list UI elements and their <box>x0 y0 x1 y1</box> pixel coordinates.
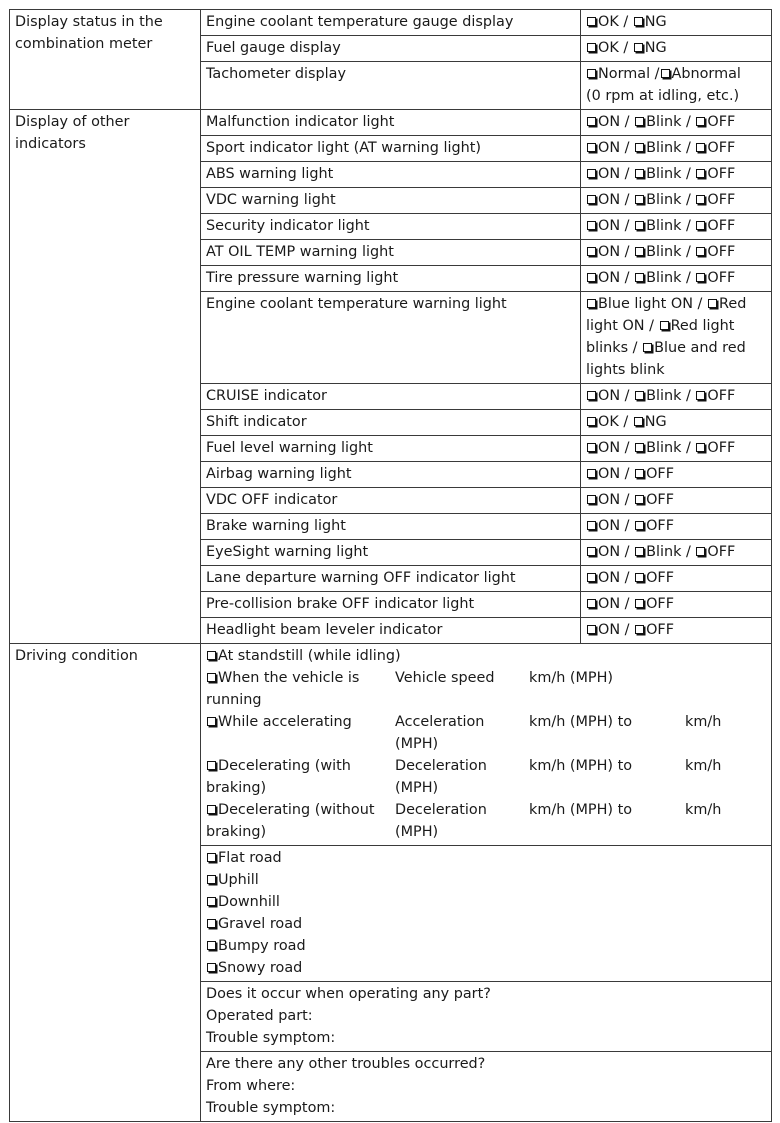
item-label-text: Tire pressure warning light <box>206 270 399 286</box>
meter-row <box>10 10 772 36</box>
option-cell: OK / NG <box>581 36 772 62</box>
checkbox-icon[interactable] <box>587 469 596 478</box>
option-cell: Normal / Abnormal (0 rpm at idling, etc.) <box>581 62 772 110</box>
option-cell: ON / Blink / OFF <box>581 110 772 136</box>
option-label: ON <box>598 166 621 182</box>
checkbox-icon[interactable] <box>635 391 644 400</box>
checkbox-icon[interactable] <box>207 673 216 682</box>
standstill-option <box>206 645 766 667</box>
option-cell: ON / Blink / OFF <box>581 162 772 188</box>
checkbox-icon[interactable] <box>587 391 596 400</box>
checkbox-icon[interactable] <box>696 195 705 204</box>
item-label <box>201 240 581 266</box>
checkbox-icon[interactable] <box>643 343 652 352</box>
option-label: Red light blinks <box>586 318 735 356</box>
item-label-text: EyeSight warning light <box>206 544 369 560</box>
option-label: Red light ON <box>586 296 747 334</box>
indicator-row <box>10 110 772 136</box>
item-label <box>201 10 581 36</box>
item-label <box>201 436 581 462</box>
road-label: Gravel road <box>218 916 303 932</box>
checkbox-icon[interactable] <box>587 169 596 178</box>
option-label: ON <box>598 596 621 612</box>
item-label <box>201 188 581 214</box>
item-label-text: Shift indicator <box>206 414 307 430</box>
option-label: Blink <box>646 114 682 130</box>
checkbox-icon[interactable] <box>587 221 596 230</box>
option-label: OK <box>598 414 619 430</box>
checkbox-icon[interactable] <box>207 853 216 862</box>
checkbox-icon[interactable] <box>207 761 216 770</box>
option-label: Blink <box>646 544 682 560</box>
item-label-text: Sport indicator light (AT warning light) <box>206 140 482 156</box>
condition-label: While accelerating <box>218 714 352 730</box>
option-cell: ON / OFF <box>581 488 772 514</box>
option-label: OFF <box>646 622 674 638</box>
option-label: Blink <box>646 440 682 456</box>
checkbox-icon[interactable] <box>696 391 705 400</box>
item-label <box>201 136 581 162</box>
checkbox-icon[interactable] <box>587 417 596 426</box>
checkbox-icon[interactable] <box>635 443 644 452</box>
checkbox-icon[interactable] <box>635 273 644 282</box>
condition-from: km/h (MPH) to <box>529 758 633 774</box>
option-cell: ON / Blink / OFF <box>581 214 772 240</box>
section-other-indicators <box>10 110 201 644</box>
checkbox-icon[interactable] <box>696 169 705 178</box>
checkbox-icon[interactable] <box>207 897 216 906</box>
item-label-text: Engine coolant temperature gauge display <box>206 14 514 30</box>
checkbox-icon[interactable] <box>635 143 644 152</box>
checkbox-icon[interactable] <box>207 651 216 660</box>
checkbox-icon[interactable] <box>207 805 216 814</box>
checkbox-icon[interactable] <box>587 495 596 504</box>
option-label: OFF <box>707 114 736 130</box>
checkbox-icon[interactable] <box>587 573 596 582</box>
option-label: Blue light ON <box>598 296 693 312</box>
operating-part-question: Does it occur when operating any part? <box>206 986 491 1002</box>
item-label <box>201 266 581 292</box>
checkbox-icon[interactable] <box>207 941 216 950</box>
checkbox-icon[interactable] <box>587 117 596 126</box>
checkbox-icon[interactable] <box>660 321 669 330</box>
decel-braking-option <box>206 755 766 799</box>
option-label: ON <box>598 270 621 286</box>
section-label: Display status in the combination meter <box>15 14 163 52</box>
option-cell: ON / Blink / OFF <box>581 540 772 566</box>
option-cell: ON / Blink / OFF <box>581 266 772 292</box>
option-cell: ON / OFF <box>581 566 772 592</box>
checkbox-icon[interactable] <box>696 547 705 556</box>
item-label <box>201 566 581 592</box>
item-label <box>201 488 581 514</box>
option-cell: ON / Blink / OFF <box>581 136 772 162</box>
item-label-text: Lane departure warning OFF indicator light <box>206 570 516 586</box>
checkbox-icon[interactable] <box>587 599 596 608</box>
section-combination-meter <box>10 10 201 110</box>
item-label-text: Fuel gauge display <box>206 40 341 56</box>
condition-measure: Acceleration (MPH) <box>395 714 485 752</box>
option-label: OFF <box>707 166 736 182</box>
checkbox-icon[interactable] <box>207 875 216 884</box>
checkbox-icon[interactable] <box>635 117 644 126</box>
road-label: Flat road <box>218 850 282 866</box>
checkbox-icon[interactable] <box>635 195 644 204</box>
item-label <box>201 618 581 644</box>
road-label: Snowy road <box>218 960 303 976</box>
item-label-text: Tachometer display <box>206 66 347 82</box>
checkbox-icon[interactable] <box>661 69 670 78</box>
checkbox-icon[interactable] <box>708 299 717 308</box>
checkbox-icon[interactable] <box>635 247 644 256</box>
item-label-text: CRUISE indicator <box>206 388 327 404</box>
running-unit: km/h (MPH) <box>529 670 614 686</box>
option-label: OFF <box>646 518 674 534</box>
checkbox-icon[interactable] <box>696 143 705 152</box>
item-label-text: Engine coolant temperature warning light <box>206 296 507 312</box>
checkbox-icon[interactable] <box>696 221 705 230</box>
checkbox-icon[interactable] <box>696 443 705 452</box>
checkbox-icon[interactable] <box>587 443 596 452</box>
other-troubles-symptom: Trouble symptom: <box>206 1100 336 1116</box>
driving-state-cell <box>201 644 772 846</box>
road-option <box>206 869 766 891</box>
checkbox-icon[interactable] <box>587 521 596 530</box>
checkbox-icon[interactable] <box>635 573 644 582</box>
road-option <box>206 913 766 935</box>
standstill-label: At standstill (while idling) <box>218 648 401 664</box>
condition-label: Decelerating (with braking) <box>206 758 351 796</box>
option-label: OFF <box>646 466 674 482</box>
checkbox-icon[interactable] <box>696 247 705 256</box>
item-label-text: Malfunction indicator light <box>206 114 395 130</box>
checkbox-icon[interactable] <box>634 17 643 26</box>
item-label-text: VDC warning light <box>206 192 336 208</box>
decel-no-braking-option <box>206 799 766 843</box>
option-label: Blink <box>646 388 682 404</box>
item-label <box>201 540 581 566</box>
option-label: ON <box>598 244 621 260</box>
option-label: OK <box>598 14 619 30</box>
checkbox-icon[interactable] <box>635 547 644 556</box>
option-label: ON <box>598 140 621 156</box>
road-label: Uphill <box>218 872 259 888</box>
item-label <box>201 384 581 410</box>
running-measure: Vehicle speed <box>395 670 495 686</box>
option-cell: ON / Blink / OFF <box>581 240 772 266</box>
option-label: OFF <box>707 192 736 208</box>
item-label <box>201 410 581 436</box>
road-option <box>206 935 766 957</box>
condition-to: km/h <box>685 758 722 774</box>
inspection-form-table <box>9 9 772 1122</box>
option-label: OFF <box>646 570 674 586</box>
option-label: ON <box>598 192 621 208</box>
operating-part-symptom: Trouble symptom: <box>206 1030 336 1046</box>
checkbox-icon[interactable] <box>696 273 705 282</box>
road-option <box>206 847 766 869</box>
checkbox-icon[interactable] <box>634 43 643 52</box>
road-type-cell <box>201 846 772 982</box>
operating-part-part: Operated part: <box>206 1008 313 1024</box>
checkbox-icon[interactable] <box>635 495 644 504</box>
option-label: Blink <box>646 218 682 234</box>
item-label <box>201 462 581 488</box>
option-label: ON <box>598 466 621 482</box>
option-label: ON <box>598 544 621 560</box>
option-label: OFF <box>646 492 674 508</box>
option-label: OFF <box>707 388 736 404</box>
option-cell: ON / OFF <box>581 462 772 488</box>
checkbox-icon[interactable] <box>587 247 596 256</box>
item-label-text: AT OIL TEMP warning light <box>206 244 394 260</box>
item-label-text: Security indicator light <box>206 218 370 234</box>
item-label <box>201 592 581 618</box>
checkbox-icon[interactable] <box>207 717 216 726</box>
option-label: Blue and red lights blink <box>586 340 746 378</box>
checkbox-icon[interactable] <box>587 195 596 204</box>
option-label: Blink <box>646 244 682 260</box>
accelerating-option <box>206 711 766 755</box>
option-label: OFF <box>707 270 736 286</box>
condition-to: km/h <box>685 802 722 818</box>
option-label: OFF <box>646 596 674 612</box>
running-option <box>206 667 766 711</box>
checkbox-icon[interactable] <box>587 273 596 282</box>
road-label: Downhill <box>218 894 280 910</box>
checkbox-icon[interactable] <box>635 169 644 178</box>
checkbox-icon[interactable] <box>587 69 596 78</box>
item-label-text: Fuel level warning light <box>206 440 373 456</box>
checkbox-icon[interactable] <box>635 599 644 608</box>
condition-measure: Deceleration (MPH) <box>395 758 487 796</box>
checkbox-icon[interactable] <box>207 963 216 972</box>
other-troubles-cell <box>201 1052 772 1122</box>
option-note: (0 rpm at idling, etc.) <box>586 88 740 104</box>
option-label: ON <box>598 440 621 456</box>
item-label <box>201 110 581 136</box>
section-label: Display of other indicators <box>15 114 130 152</box>
condition-measure: Deceleration (MPH) <box>395 802 487 840</box>
condition-from: km/h (MPH) to <box>529 802 633 818</box>
item-label <box>201 36 581 62</box>
driving-row <box>10 644 772 846</box>
checkbox-icon[interactable] <box>587 299 596 308</box>
option-label: Normal <box>598 66 651 82</box>
option-cell: Blue light ON / Red light ON / Red light blinks / Blue and red lights blink <box>581 292 772 384</box>
option-label: Blink <box>646 166 682 182</box>
option-cell: ON / OFF <box>581 514 772 540</box>
item-label-text: Airbag warning light <box>206 466 352 482</box>
option-label: ON <box>598 622 621 638</box>
option-label: OFF <box>707 544 736 560</box>
checkbox-icon[interactable] <box>207 919 216 928</box>
checkbox-icon[interactable] <box>634 417 643 426</box>
option-cell: ON / Blink / OFF <box>581 384 772 410</box>
item-label-text: Headlight beam leveler indicator <box>206 622 443 638</box>
item-label-text: VDC OFF indicator <box>206 492 338 508</box>
section-driving-condition <box>10 644 201 1122</box>
section-label: Driving condition <box>15 648 138 664</box>
item-label <box>201 514 581 540</box>
item-label-text: ABS warning light <box>206 166 334 182</box>
other-troubles-question: Are there any other troubles occurred? <box>206 1056 486 1072</box>
option-label: ON <box>598 114 621 130</box>
running-label: When the vehicle is running <box>206 670 360 708</box>
operating-part-cell <box>201 982 772 1052</box>
checkbox-icon[interactable] <box>587 547 596 556</box>
option-label: ON <box>598 218 621 234</box>
item-label-text: Pre-collision brake OFF indicator light <box>206 596 475 612</box>
option-label: Blink <box>646 270 682 286</box>
option-cell: ON / Blink / OFF <box>581 188 772 214</box>
item-label-text: Brake warning light <box>206 518 346 534</box>
option-label: Blink <box>646 140 682 156</box>
checkbox-icon[interactable] <box>635 221 644 230</box>
road-option <box>206 891 766 913</box>
item-label <box>201 214 581 240</box>
option-label: OK <box>598 40 619 56</box>
option-label: NG <box>644 14 667 30</box>
checkbox-icon[interactable] <box>587 143 596 152</box>
option-label: Blink <box>646 192 682 208</box>
option-cell: ON / OFF <box>581 618 772 644</box>
checkbox-icon[interactable] <box>635 625 644 634</box>
item-label <box>201 292 581 384</box>
option-label: OFF <box>707 244 736 260</box>
other-troubles-where: From where: <box>206 1078 296 1094</box>
condition-to: km/h <box>685 714 722 730</box>
option-cell: OK / NG <box>581 410 772 436</box>
option-label: ON <box>598 492 621 508</box>
condition-label: Decelerating (without braking) <box>206 802 375 840</box>
option-cell: OK / NG <box>581 10 772 36</box>
condition-from: km/h (MPH) to <box>529 714 633 730</box>
checkbox-icon[interactable] <box>635 469 644 478</box>
option-label: OFF <box>707 218 736 234</box>
road-label: Bumpy road <box>218 938 306 954</box>
option-label: ON <box>598 518 621 534</box>
checkbox-icon[interactable] <box>587 43 596 52</box>
option-label: ON <box>598 388 621 404</box>
checkbox-icon[interactable] <box>587 625 596 634</box>
road-option <box>206 957 766 979</box>
option-label: OFF <box>707 140 736 156</box>
option-label: ON <box>598 570 621 586</box>
option-label: Abnormal <box>671 66 741 82</box>
option-label: OFF <box>707 440 736 456</box>
option-label: NG <box>644 414 667 430</box>
checkbox-icon[interactable] <box>635 521 644 530</box>
option-cell: ON / Blink / OFF <box>581 436 772 462</box>
option-label: NG <box>644 40 667 56</box>
checkbox-icon[interactable] <box>696 117 705 126</box>
item-label <box>201 62 581 110</box>
item-label <box>201 162 581 188</box>
option-cell: ON / OFF <box>581 592 772 618</box>
checkbox-icon[interactable] <box>587 17 596 26</box>
